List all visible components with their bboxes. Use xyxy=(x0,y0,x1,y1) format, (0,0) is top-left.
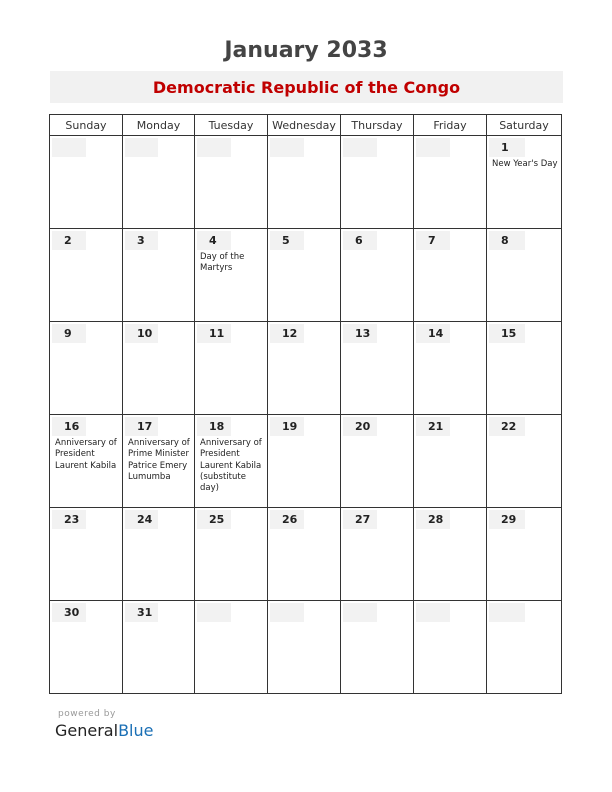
day-number: 24 xyxy=(125,510,158,529)
day-number: 23 xyxy=(52,510,86,529)
day-cell xyxy=(123,229,195,322)
day-number: 16 xyxy=(52,417,86,436)
country-name: Democratic Republic of the Congo xyxy=(152,78,461,97)
day-number: 9 xyxy=(52,324,86,343)
calendar-week-row xyxy=(50,415,562,508)
day-cell xyxy=(487,601,562,694)
weekday-header: Friday xyxy=(414,115,487,136)
day-cell xyxy=(268,601,341,694)
day-cell xyxy=(50,229,123,322)
page-title: January 2033 xyxy=(224,38,388,63)
day-number xyxy=(270,603,304,622)
day-number: 6 xyxy=(343,231,377,250)
day-cell xyxy=(123,136,195,229)
day-number: 14 xyxy=(416,324,450,343)
day-cell xyxy=(414,508,487,601)
day-cell xyxy=(195,136,268,229)
day-number: 7 xyxy=(416,231,450,250)
day-number: 1 xyxy=(489,138,525,157)
day-cell xyxy=(50,415,123,508)
day-number xyxy=(416,603,450,622)
day-cell xyxy=(123,415,195,508)
day-cell xyxy=(50,136,123,229)
day-number xyxy=(197,603,231,622)
calendar-grid xyxy=(49,114,562,694)
day-cell xyxy=(341,229,414,322)
day-number: 12 xyxy=(270,324,304,343)
day-cell xyxy=(268,229,341,322)
day-number: 25 xyxy=(197,510,231,529)
day-cell xyxy=(487,136,562,229)
day-cell xyxy=(414,322,487,415)
day-number: 15 xyxy=(489,324,525,343)
day-cell xyxy=(195,508,268,601)
weekday-header: Saturday xyxy=(487,115,562,136)
day-number: 30 xyxy=(52,603,86,622)
day-number: 20 xyxy=(343,417,377,436)
day-cell xyxy=(123,508,195,601)
weekday-header: Sunday xyxy=(50,115,123,136)
holiday-label: Anniversary of President Laurent Kabila xyxy=(55,438,117,471)
day-cell xyxy=(123,322,195,415)
day-cell xyxy=(268,322,341,415)
day-number: 3 xyxy=(125,231,158,250)
holiday-label: Anniversary of Prime Minister Patrice Emery Lumumba xyxy=(128,438,190,482)
calendar-week-row xyxy=(50,601,562,694)
day-number: 26 xyxy=(270,510,304,529)
weekday-header: Thursday xyxy=(341,115,414,136)
calendar-week-row xyxy=(50,508,562,601)
day-number: 4 xyxy=(197,231,231,250)
day-number: 8 xyxy=(489,231,525,250)
day-cell xyxy=(195,601,268,694)
day-cell xyxy=(341,508,414,601)
day-number xyxy=(125,138,158,157)
calendar-week-row xyxy=(50,229,562,322)
day-number: 27 xyxy=(343,510,377,529)
holiday-label: Anniversary of President Laurent Kabila (substitute day) xyxy=(200,438,262,494)
day-number: 10 xyxy=(125,324,158,343)
day-number: 22 xyxy=(489,417,525,436)
day-number xyxy=(52,138,86,157)
day-number: 21 xyxy=(416,417,450,436)
day-cell xyxy=(268,508,341,601)
day-cell xyxy=(487,322,562,415)
day-number xyxy=(197,138,231,157)
calendar-week-row xyxy=(50,136,562,229)
day-number xyxy=(416,138,450,157)
holiday-label: New Year's Day xyxy=(492,159,558,169)
day-number xyxy=(270,138,304,157)
day-number xyxy=(343,603,377,622)
day-number: 19 xyxy=(270,417,304,436)
day-cell xyxy=(50,601,123,694)
brand-part-blue: Blue xyxy=(118,721,154,740)
day-cell xyxy=(268,415,341,508)
day-number xyxy=(343,138,377,157)
day-number: 31 xyxy=(125,603,158,622)
day-number: 2 xyxy=(52,231,86,250)
generalblue-logo[interactable] xyxy=(55,721,153,740)
day-number: 28 xyxy=(416,510,450,529)
powered-by-label: powered by xyxy=(58,709,116,719)
calendar-week-row xyxy=(50,322,562,415)
day-number: 29 xyxy=(489,510,525,529)
day-cell xyxy=(341,322,414,415)
day-cell xyxy=(195,322,268,415)
day-cell xyxy=(341,601,414,694)
day-cell xyxy=(268,136,341,229)
day-cell xyxy=(195,415,268,508)
day-cell xyxy=(414,601,487,694)
day-cell xyxy=(487,415,562,508)
day-cell xyxy=(414,229,487,322)
country-banner xyxy=(50,71,563,103)
day-cell xyxy=(123,601,195,694)
day-cell xyxy=(195,229,268,322)
weekday-header: Monday xyxy=(123,115,195,136)
day-number: 18 xyxy=(197,417,231,436)
day-cell xyxy=(414,136,487,229)
day-number: 13 xyxy=(343,324,377,343)
weekday-header: Tuesday xyxy=(195,115,268,136)
day-number: 11 xyxy=(197,324,231,343)
day-cell xyxy=(487,229,562,322)
holiday-label: Day of the Martyrs xyxy=(200,252,245,274)
brand-part-general: General xyxy=(55,721,119,740)
day-cell xyxy=(414,415,487,508)
day-cell xyxy=(50,322,123,415)
day-cell xyxy=(487,508,562,601)
day-number: 5 xyxy=(270,231,304,250)
day-cell xyxy=(341,415,414,508)
weekday-header-row xyxy=(50,115,562,136)
day-number xyxy=(489,603,525,622)
day-cell xyxy=(341,136,414,229)
day-number: 17 xyxy=(125,417,158,436)
weekday-header: Wednesday xyxy=(268,115,341,136)
day-cell xyxy=(50,508,123,601)
